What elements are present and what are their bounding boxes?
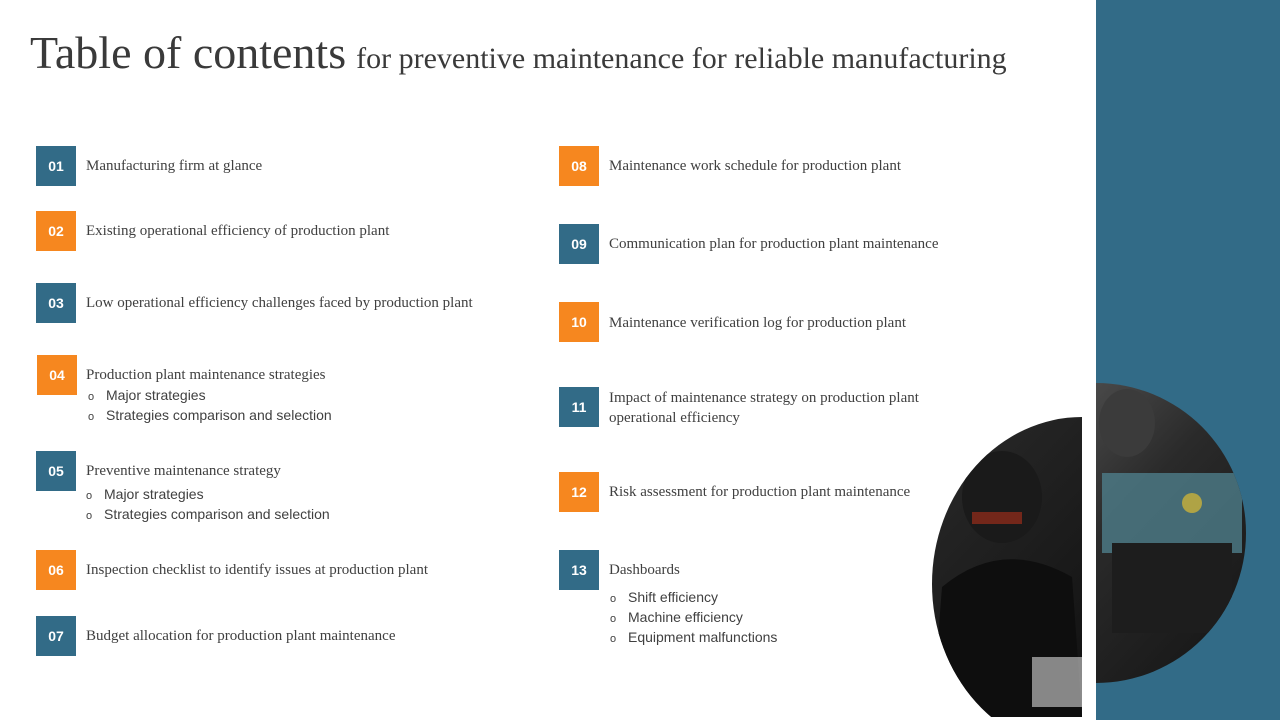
item-number-03: 03 <box>36 283 76 323</box>
item-number-05: 05 <box>36 451 76 491</box>
item-label-10[interactable]: Maintenance verification log for production plant <box>609 315 906 331</box>
item-label-12[interactable]: Risk assessment for production plant maintenance <box>609 484 911 500</box>
item-13-subitems <box>610 588 777 648</box>
subitem[interactable]: o Strategies comparison and selection <box>86 505 330 525</box>
page-title <box>30 26 1007 79</box>
item-label-11[interactable]: Impact of maintenance strategy on production plant <box>609 390 919 406</box>
subitem[interactable]: o Strategies comparison and selection <box>88 406 332 426</box>
item-label-05[interactable]: Preventive maintenance strategy <box>86 463 281 479</box>
subitem[interactable]: o Major strategies <box>86 485 330 505</box>
item-number-11: 11 <box>559 387 599 427</box>
item-number-13: 13 <box>559 550 599 590</box>
item-number-06: 06 <box>36 550 76 590</box>
item-label-06[interactable]: Inspection checklist to identify issues at production plant <box>86 562 429 578</box>
item-label-11-line2[interactable]: operational efficiency <box>609 410 740 426</box>
item-number-01: 01 <box>36 146 76 186</box>
item-number-04: 04 <box>37 355 77 395</box>
subitem[interactable]: o Shift efficiency <box>610 588 777 608</box>
item-number-10: 10 <box>559 302 599 342</box>
item-label-01[interactable]: Manufacturing firm at glance <box>86 158 263 174</box>
item-label-07[interactable]: Budget allocation for production plant maintenance <box>86 628 396 644</box>
item-number-12: 12 <box>559 472 599 512</box>
item-label-04[interactable]: Production plant maintenance strategies <box>86 367 326 383</box>
item-label-08[interactable]: Maintenance work schedule for production plant <box>609 158 901 174</box>
subitem[interactable]: o Major strategies <box>88 386 332 406</box>
item-label-02[interactable]: Existing operational efficiency of production plant <box>86 223 390 239</box>
item-label-09[interactable]: Communication plan for production plant maintenance <box>609 236 939 252</box>
subitem[interactable]: o Equipment malfunctions <box>610 628 777 648</box>
subitem[interactable]: o Machine efficiency <box>610 608 777 628</box>
title-subtitle: for preventive maintenance for reliable manufacturing <box>356 42 1007 75</box>
title-main: Table of contents <box>30 27 347 78</box>
item-04-subitems <box>88 386 332 426</box>
item-05-subitems <box>86 485 330 525</box>
item-number-02: 02 <box>36 211 76 251</box>
item-label-13[interactable]: Dashboards <box>609 562 680 578</box>
item-number-07: 07 <box>36 616 76 656</box>
workers-repairing-machine-photo <box>932 383 1246 717</box>
item-label-03[interactable]: Low operational efficiency challenges faced by production plant <box>86 295 473 311</box>
item-number-08: 08 <box>559 146 599 186</box>
item-number-09: 09 <box>559 224 599 264</box>
